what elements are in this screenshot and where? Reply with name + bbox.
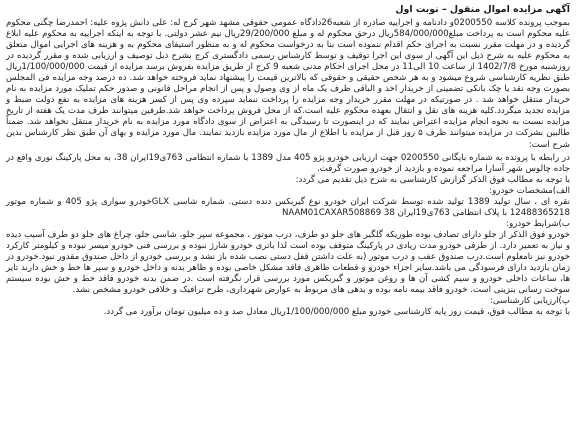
vehicle-specs-paragraph: نقره ای ، سال تولید 1389 تولید شده توسط شرکت ایران خودرو نوع گیربکس دنده دستی. شماره شاسی GLXخودرو سواری پژو 405 و شماره موتور 12488365218 با پلاک انتظامی 763ی19ایران 38 NAAM01CAXAR508869 [6,196,570,218]
section-c-heading: پ)ارزیابی کارشناسی: [490,296,570,307]
vehicle-condition-paragraph: خودرو فوق الذکر از جلو دارای تصادف بوده طوریکه گلگیر های جلو دو طرف، درب موتور ، مجموعه سپر جلو، شاسی جلو، چراغ های جلو دو طرف آسیب دیده و نیاز به تعمیر دارد. از طرفی خودرو مدت زیادی در پارکینگ متوقف بوده است لذا باتری خودرو شارژ نبوده و بررسی فنی خودرو میسر نبوده و کیلومتر کارکرد خودرو نیز نامعلوم است.درب صندوق عقب و درب موتور (به علت داشتن قفل دستی نصب شده باز نشد و بررسی خودرو از داخل صندوق مقدور نبود.خودرو در زمان بازدید دارای فرسودگی می باشد.سایر اجزاء خودرو و قطعات ظاهری فاقد مشکل خاصی بوده و ظاهر بدنه و داخل خودرو و سپر ها خط و خش دارند تایر ها، ساعات داخلی خودرو و سیم کشی آن ها و روغن موتور و گیربکس مورد بررسی قرار نگرفته است .در ضمن بدنه خودرو فاقد خط و خش بوده سیستم سوخت رسانی بنزینی است. خودرو فاقد بیمه نامه بوده و بدهی های مربوط به عوارض شهرداری، طرح ترافیک و خلافی خودرو مشخص نشد. [6,229,570,296]
section-a-heading: الف)مشخصات خودرو: [489,185,570,196]
section-b-heading: ب)شرایط خودرو: [506,218,570,229]
valuation-paragraph: با توجه به مطالب فوق، قیمت روز پایه کارشناسی خودرو مبلغ 1/100/000/000ریال معادل صد و ده میلیون تومان برآورد می گردد. [103,307,570,318]
expert-visit-paragraph: در رابطه با پرونده به شماره بایگانی 0200550 جهت ارزیابی خودرو پژو 405 مدل 1389 با شماره انتظامی 763ی19ایران 38، به محل پارکینگ نوری واقع در جاده چالوس شهر آسارا مراجعه نموده و بازدید از خودرو صورت گرفت. [6,152,571,174]
notice-intro-paragraph: بموجب پرونده کلاسه 0200550و دادنامه و اجراییه صادره از شعبه26دادگاه عمومی حقوقی مشهد شهر کرج له: علی دانش پژوه علیه: احمدرضا چگنی محکوم علیه محکوم است به پرداخت مبلغ584/000/000ریال درحق محکوم له و مبلغ 29/200/000ریال نیم عشر دولتی. با توجه به اینکه اجراییه به محکوم علیه ابلاغ گردیده و در مهلت مقرر نسبت به اجرای حکم اقدام ننموده است بنا به درخواست محکوم له و به منظور استیفای محکوم به و هزینه های اجرایی اموال متعلق به محکوم علیه به شرح ذیل این آگهی از سوی این اجرا توقیف و توسط کارشناس رسمی دادگستری کرج بشرح ذیل توصیف و ارزیابی شده و مقرر گردیده در روزشنبه مورخ 1402/7/8 از ساعت 10 الی11 در محل اجرای احکام مدنی شعبه 9 کرج از طریق مزایده بفروش برسد مزایده از قیمت 1/100/000/000ریال طبق نظریه کارشناسی شروع میشود و به هر شخص حقیقی و حقوقی که بالاترین قیمت را پیشنهاد نماید فروخته خواهد شد. ده درصد وجه مزایده فی المجلس بصورت وجه نقد یا چک بانکی تضمینی از خریدار اخذ و الباقی ظرف یک ماه از وی وصول و پس از انجام مراحل قانونی و صدور حکم تملیک مورد مزایده به نام خریدار منتقل خواهد شد . در صورتیکه در مهلت مقرر خریدار وجه مزایده را پرداخت ننماید سپرده وی پس از کسر هزینه های مزایده به نفع دولت ضبط و مزایده تجدید میگردد.کلیه هزینه های نقل و انتقال بعهده محکوم علیه است.که از محل فروش پرداخت خواهد شد.طرفین میتوانند ظرف مدت یک هفته از تاریخ مزایده نسبت به نحوه انجام مزایده اعتراض نمایند که در اینصورت تا رسیدگی به اعتراض از سوی دادگاه مورد مزایده به نام خریدار منتقل نخواهد شد. ضمناً طالبین بشرکت در مزایده میتوانند ظرف ۵ روز قبل از مزایده با اطلاع از مال مورد مزایده بازدید نمایند. مال مورد مزایده و بهای آن طبق نظر کارشناس بدین شرح است: [6,18,571,150]
report-intro-line: با توجه به مطالب فوق الذکر گزارش کارشناسی به شرح ذیل تقدیم می گردد: [295,174,570,185]
notice-title: آگهی مزایده اموال منقول – نوبت اول [395,4,570,15]
